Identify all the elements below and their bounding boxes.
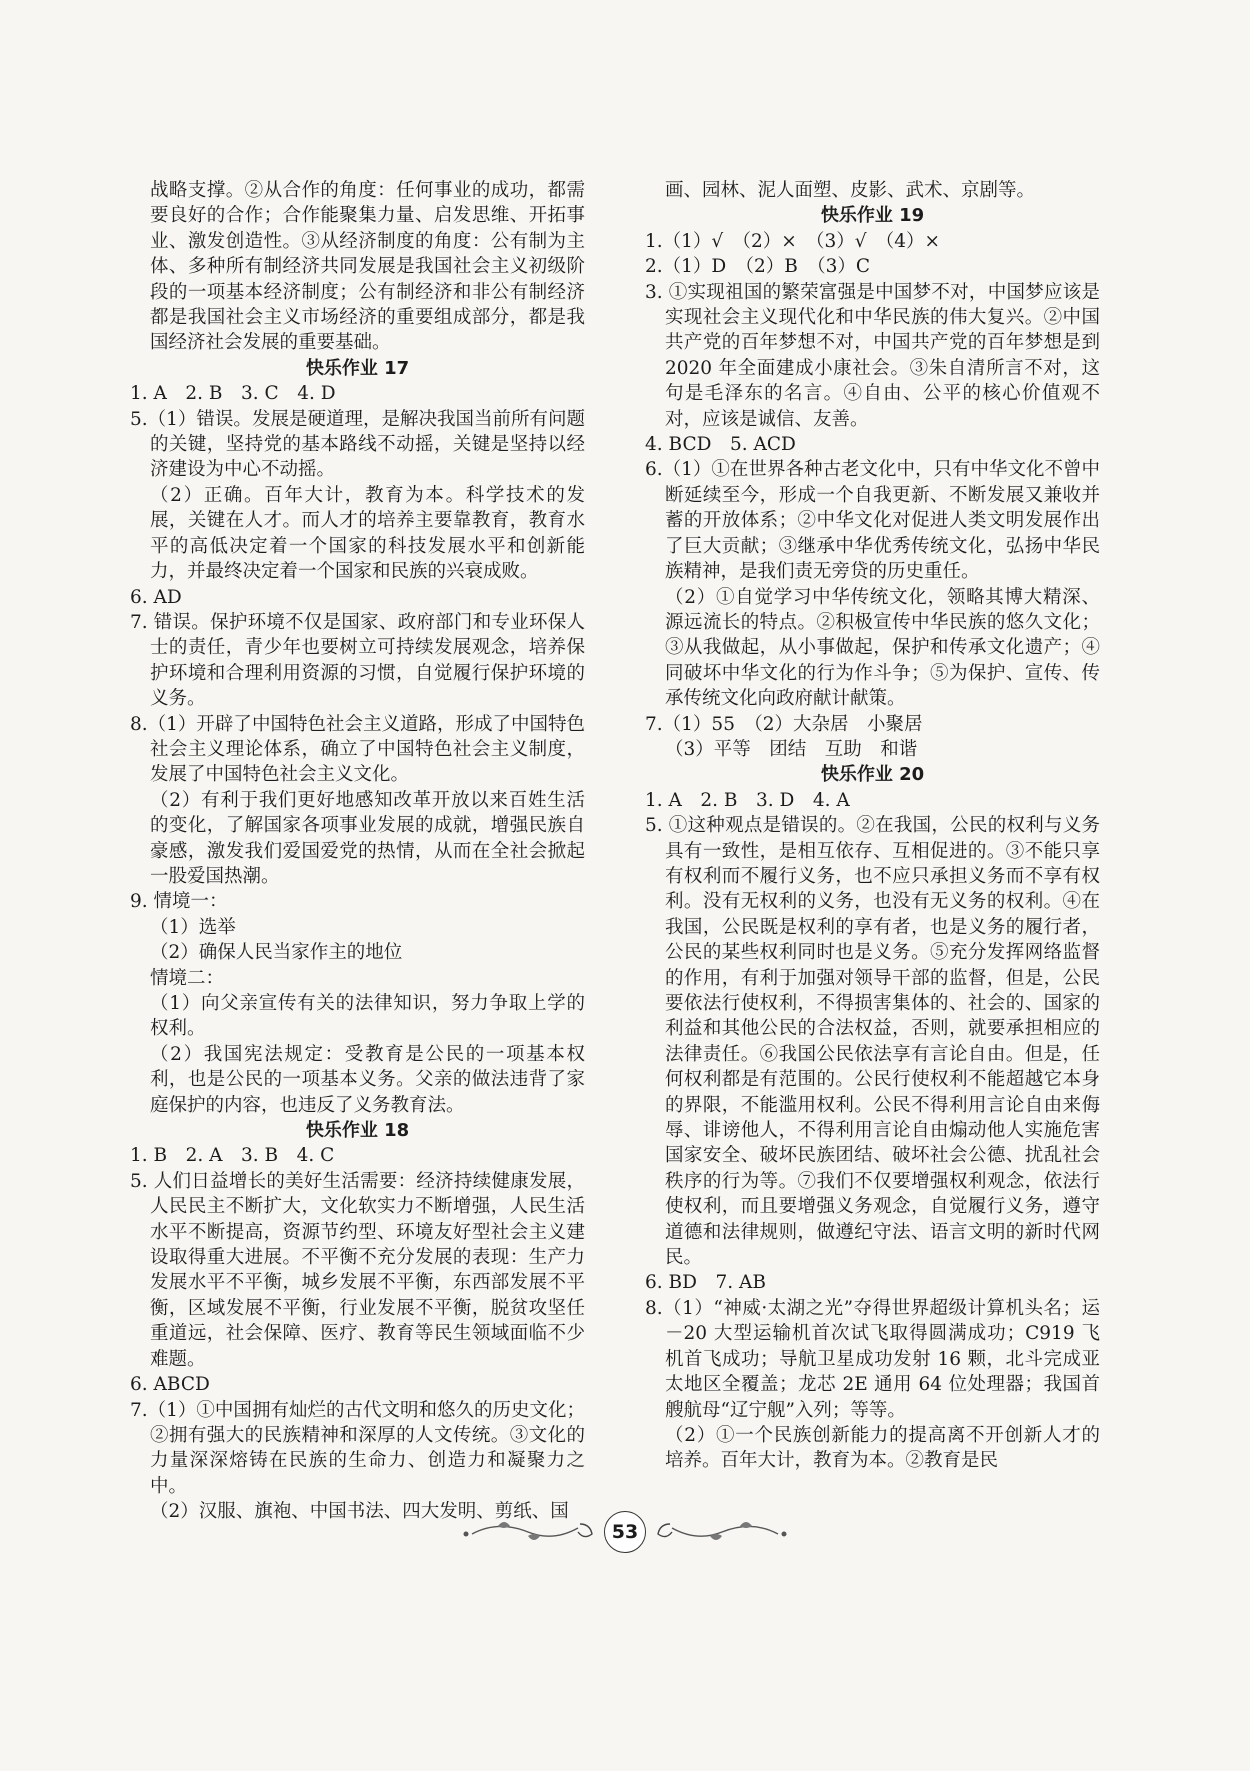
answer-line: 6. BD 7. AB [645,1272,766,1294]
answer-line: （3）平等 团结 互助 和谐 [665,738,918,760]
answer-line: （2）①自觉学习中华传统文化，领略其博大精深、源远流长的特点。②积极宣传中华民族的悠久文化；③从我做起，从小事做起，保护和传承文化遗产；④同破坏中华文化的行为作斗争；⑤为保护、宣传、传承传统文化向政府献计献策。 [665,586,1100,710]
answer-line: 8.（1）“神威·太湖之光”夺得世界超级计算机头名；运－20 大型运输机首次试飞取得圆满成功；C919 飞机首飞成功；导航卫星成功发射 16 颗，北斗完成亚太地区全覆盖；龙芯 2E 通用 64 位处理器；我国首艘航母“辽宁舰”入列；等等。 [645,1297,1100,1421]
answer-line: 9. 情境一： [130,891,228,913]
answer-line: 7.（1）①中国拥有灿烂的古代文明和悠久的历史文化；②拥有强大的民族精神和深厚的人文传统。③文化的力量深深熔铸在民族的生命力、创造力和凝聚力之中。 [130,1399,585,1497]
answer-line: 8.（1）开辟了中国特色社会主义道路，形成了中国特色社会主义理论体系，确立了中国特色社会主义制度，发展了中国特色社会主义文化。 [130,713,585,786]
answer-line: （2）汉服、旗袍、中国书法、四大发明、剪纸、国 [150,1501,569,1523]
answer-line: （2）我国宪法规定：受教育是公民的一项基本权利，也是公民的一项基本义务。父亲的做法违背了家庭保护的内容，也违反了义务教育法。 [150,1043,585,1116]
section-heading: 快乐作业 18 [305,1120,410,1142]
left-column [130,178,585,1525]
page-footer [0,1512,1250,1552]
right-ornament-icon [652,1512,792,1552]
section-heading: 快乐作业 17 [305,357,410,379]
right-column [645,178,1100,1474]
section-heading: 快乐作业 19 [820,205,925,227]
answer-line: 7. 错误。保护环境不仅是国家、政府部门和专业环保人士的责任，青少年也要树立可持续发展观念，培养保护环境和合理利用资源的习惯，自觉履行保护环境的义务。 [130,611,585,710]
answer-line: 1. B 2. A 3. B 4. C [130,1145,335,1167]
answer-line: 3. ①实现祖国的繁荣富强是中国梦不对，中国梦应该是实现社会主义现代化和中华民族的伟大复兴。②中国共产党的百年梦想不对，中国共产党的百年梦想是到 2020 年全面建成小康社会。③朱自清所言不对，这句是毛泽东的名言。④自由、公平的核心价值观不对，应该是诚信、友善。 [645,281,1100,430]
section-heading: 快乐作业 20 [820,764,925,786]
answer-line: 情境二： [150,967,225,989]
answer-line: 5. 人们日益增长的美好生活需要：经济持续健康发展，人民民主不断扩大，文化软实力不断增强，人民生活水平不断提高，资源节约型、环境友好型社会主义建设取得重大进展。不平衡不充分发展的表现：生产力发展水平不平衡，城乡发展不平衡，东西部发展不平衡，区域发展不平衡，行业发展不平衡，脱贫攻坚任重道远，社会保障、医疗、教育等民生领域面临不少难题。 [130,1170,585,1370]
answer-line: 5.（1）错误。发展是硬道理，是解决我国当前所有问题的关键，坚持党的基本路线不动摇，关键是坚持以经济建设为中心不动摇。 [130,408,585,481]
answer-line: （2）正确。百年大计，教育为本。科学技术的发展，关键在人才。而人才的培养主要靠教育，教育水平的高低决定着一个国家的科技发展水平和创新能力，并最终决定着一个国家和民族的兴衰成败。 [150,484,585,583]
answer-line: 1.（1）√ （2）× （3）√ （4）× [645,230,941,252]
answer-line: 6.（1）①在世界各种古老文化中，只有中华文化不曾中断延续至今，形成一个自我更新、不断发展又兼收并蓄的开放体系；②中华文化对促进人类文明发展作出了巨大贡献；③继承中华优秀传统文化，弘扬中华民族精神，是我们责无旁贷的历史重任。 [645,459,1100,583]
answer-line: （2）确保人民当家作主的地位 [150,942,403,964]
left-ornament-icon [458,1512,598,1552]
answer-line: 6. ABCD [130,1374,210,1396]
answer-line: 2.（1）D （2）B （3）C [645,256,871,278]
answer-line: （2）有利于我们更好地感知改革开放以来百姓生活的变化，了解国家各项事业发展的成就，增强民族自豪感，激发我们爱国爱党的热情，从而在全社会掀起一股爱国热潮。 [150,789,585,887]
answer-line: 画、园林、泥人面塑、皮影、武术、京剧等。 [665,180,1036,201]
answer-line: 1. A 2. B 3. D 4. A [645,789,850,811]
answer-line: （2）①一个民族创新能力的提高离不开创新人才的培养。百年大计，教育为本。②教育是民 [665,1424,1100,1472]
answer-line: （1）选举 [150,916,236,938]
page-number: 53 [604,1511,646,1553]
answer-line: （1）向父亲宣传有关的法律知识，努力争取上学的权利。 [150,993,585,1040]
answer-line: 4. BCD 5. ACD [645,434,796,456]
answer-line: 战略支撑。②从合作的角度：任何事业的成功，都需要良好的合作；合作能聚集力量、启发思维、开拓事业、激发创造性。③从经济制度的角度：公有制为主体、多种所有制经济共同发展是我国社会主义初级阶段的一项基本经济制度；公有制经济和非公有制经济都是我国社会主义市场经济的重要组成部分，都是我国经济社会发展的重要基础。 [150,180,585,354]
answer-line: 5. ①这种观点是错误的。②在我国，公民的权利与义务具有一致性，是相互依存、互相促进的。③不能只享有权利而不履行义务，也不应只承担义务而不享有权利。没有无权利的义务，也没有无义务的权利。④在我国，公民既是权利的享有者，也是义务的履行者，公民的某些权利同时也是义务。⑤充分发挥网络监督的作用，有利于加强对领导干部的监督，但是，公民要依法行使权利，不得损害集体的、社会的、国家的利益和其他公民的合法权益，否则，就要承担相应的法律责任。⑥我国公民依法享有言论自由。但是，任何权利都是有范围的。公民行使权利不能超越它本身的界限，不能滥用权利。公民不得利用言论自由来侮辱、诽谤他人，不得利用言论自由煽动他人实施危害国家安全、破坏民族团结、破坏社会公德、扰乱社会秩序的行为等。⑦我们不仅要增强权利观念，依法行使权利，而且要增强义务观念，自觉履行义务，遵守道德和法律规则，做遵纪守法、语言文明的新时代网民。 [645,815,1100,1269]
answer-line: 6. AD [130,586,182,608]
answer-line: 1. A 2. B 3. C 4. D [130,383,336,405]
answer-line: 7.（1）55 （2）大杂居 小聚居 [645,713,923,735]
